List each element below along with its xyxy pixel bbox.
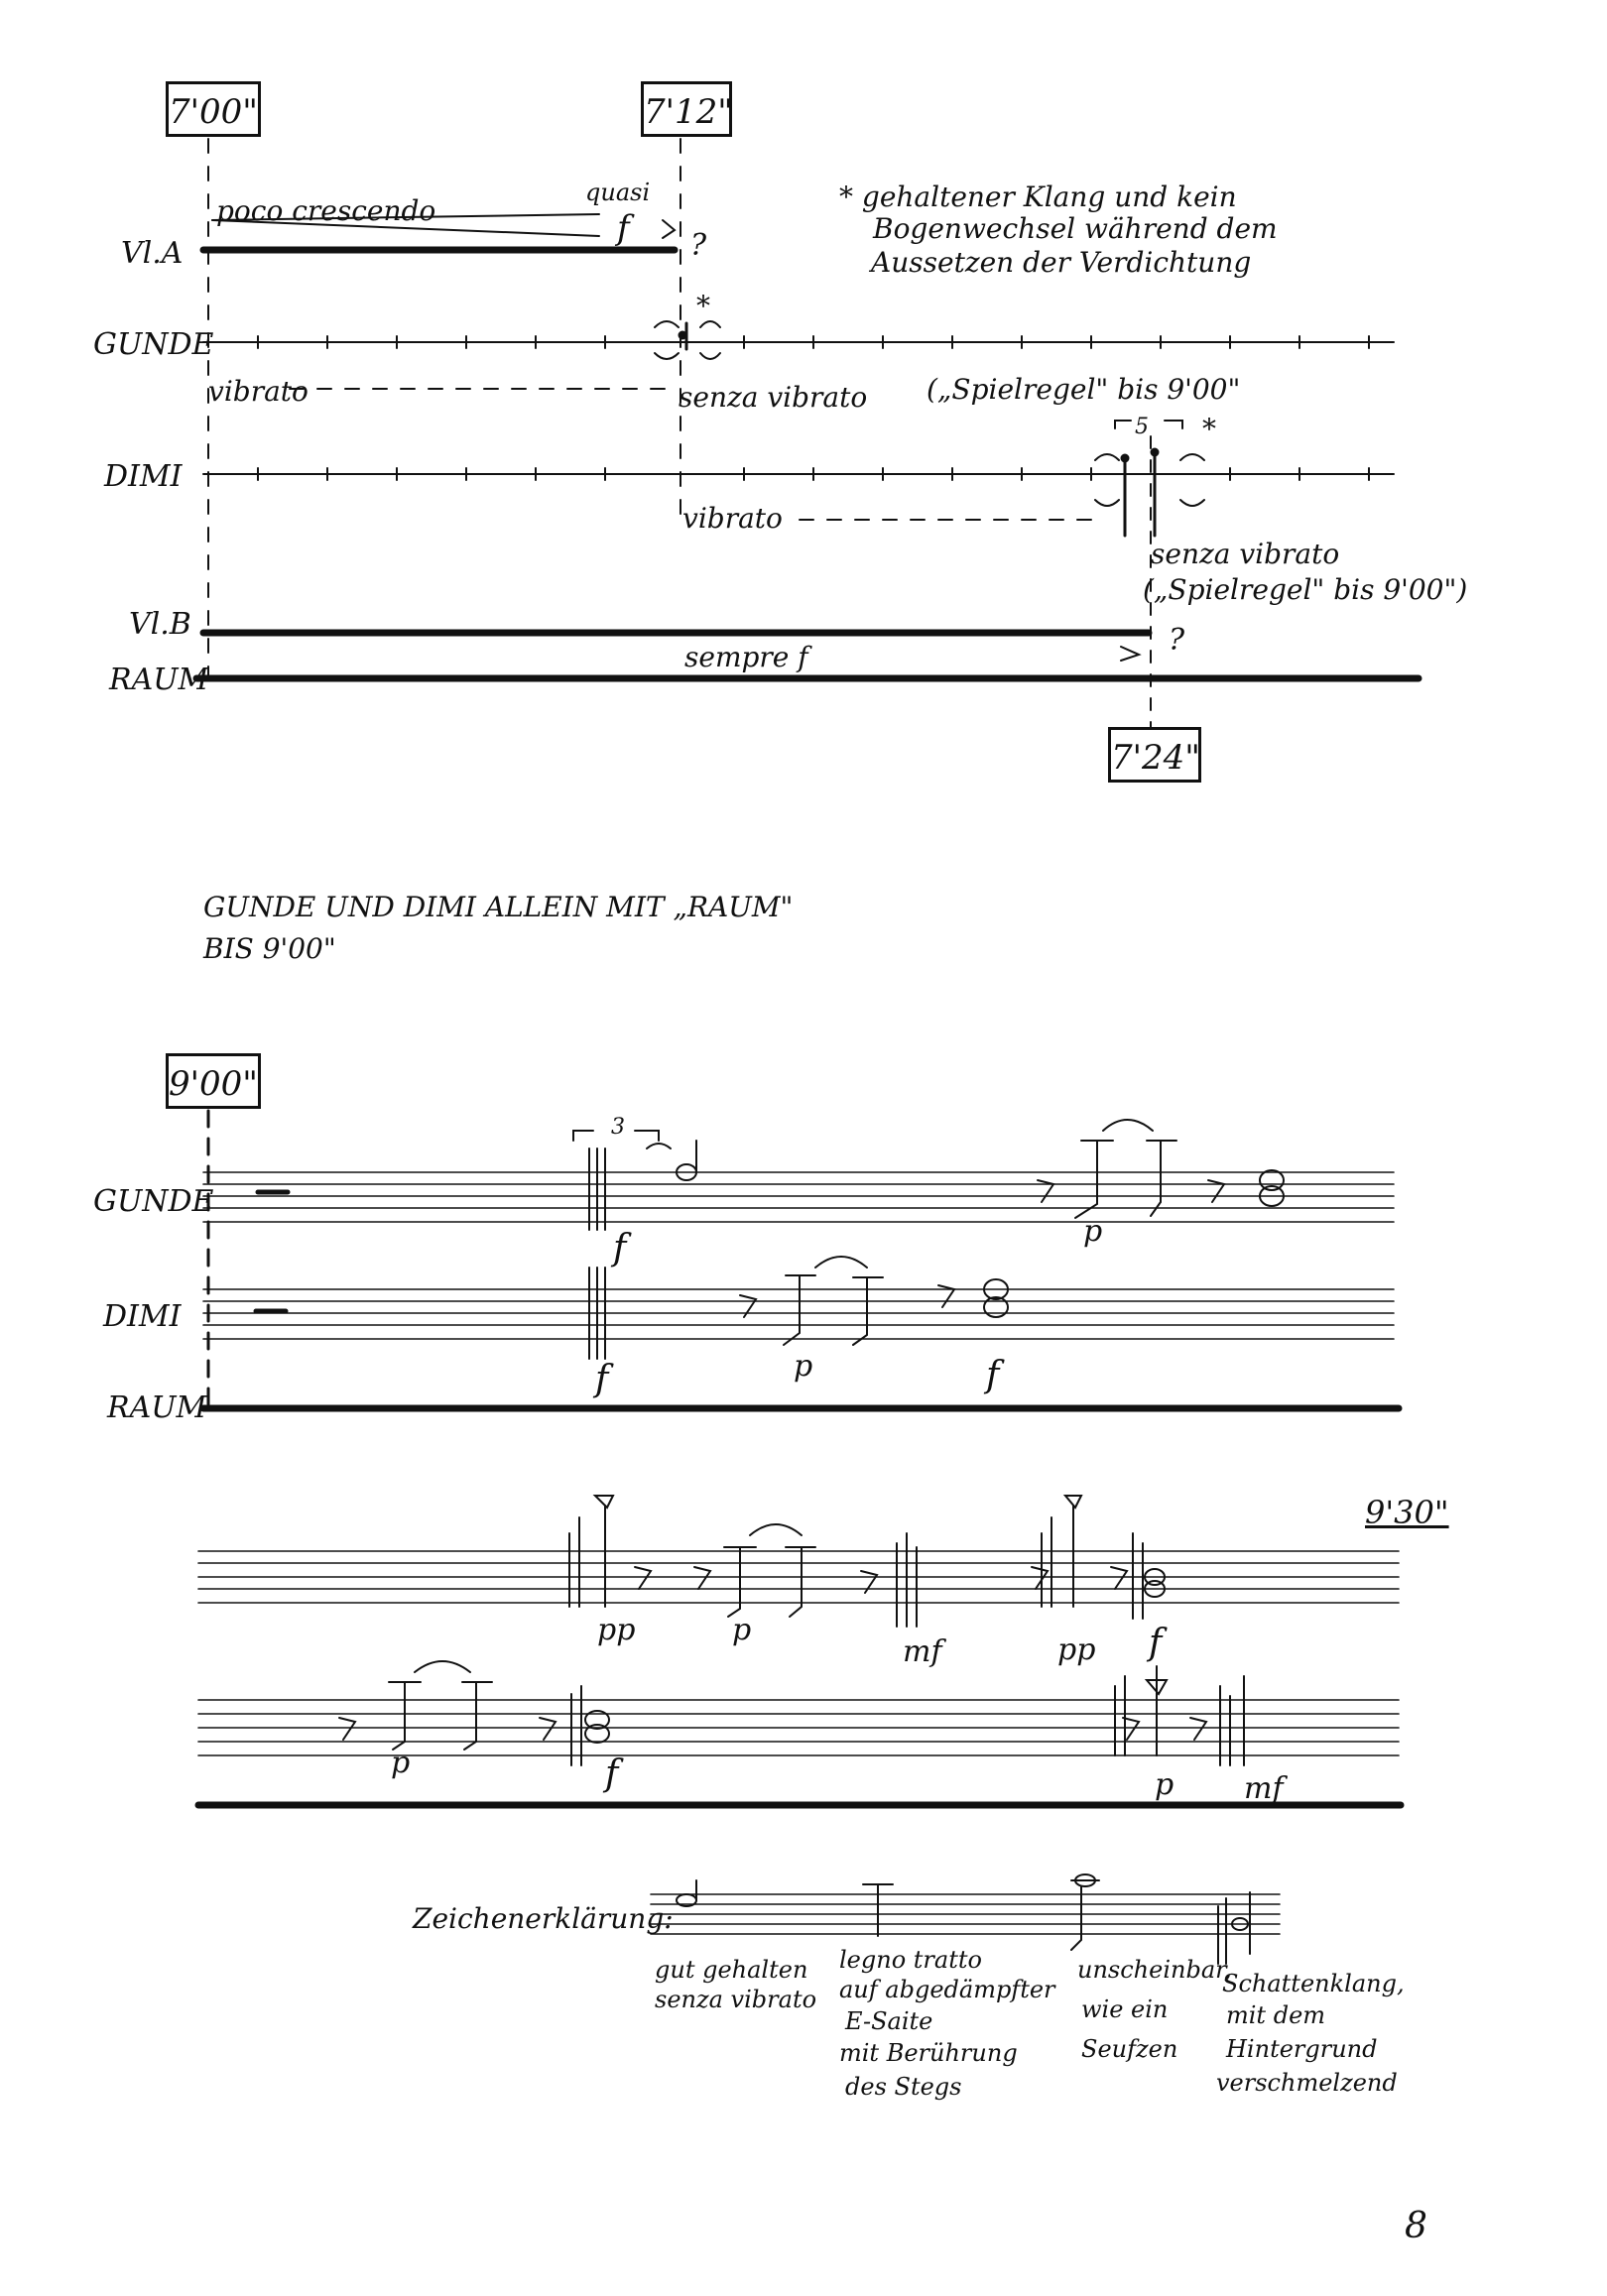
- question-mark-vla: ?: [690, 228, 707, 263]
- staff-label-gunde-2: GUNDE: [93, 1184, 214, 1219]
- dyn-9: pp: [1057, 1632, 1096, 1667]
- legend-item4-line1: Schattenklang,: [1222, 1970, 1405, 1997]
- dyn-13: p: [1155, 1767, 1174, 1802]
- dyn-8: mf: [903, 1634, 942, 1669]
- legend-item2-line1: legno tratto: [839, 1946, 982, 1974]
- interlude-line-1: GUNDE UND DIMI ALLEIN MIT „RAUM": [203, 891, 794, 923]
- time-box-9-00: 9'00": [166, 1053, 261, 1109]
- star-mark-gunde: *: [696, 290, 710, 322]
- dyn-5: f: [986, 1355, 1000, 1395]
- time-label-9-30: 9'30": [1365, 1494, 1449, 1531]
- star-mark-dimi: *: [1202, 413, 1216, 445]
- senza-vibrato-gunde: senza vibrato: [679, 381, 868, 414]
- legend-item4-line4: verschmelzend: [1216, 2069, 1398, 2097]
- legend-item2-line3: E-Saite: [845, 2007, 933, 2035]
- time-box-7-12: 7'12": [641, 81, 732, 137]
- time-box-7-24: 7'24": [1108, 727, 1201, 783]
- legend-item2-line4: mit Berührung: [839, 2039, 1018, 2067]
- dyn-12: f: [605, 1753, 619, 1794]
- legend-item2-line2: auf abgedämpfter: [839, 1976, 1055, 2003]
- staff-3: [198, 1551, 1399, 1603]
- quasi-text: quasi: [585, 179, 651, 206]
- sempre-f-text: sempre f: [684, 641, 808, 673]
- staff-label-raum: RAUM: [109, 663, 209, 697]
- vibrato-gunde: vibrato: [208, 375, 309, 408]
- legend-title: Zeichenerklärung:: [413, 1902, 674, 1935]
- dyn-14: mf: [1244, 1771, 1284, 1806]
- vibrato-dimi: vibrato: [682, 502, 783, 535]
- footnote-line-2: Bogenwechsel während dem: [873, 212, 1278, 245]
- legend-item2-line5: des Stegs: [845, 2073, 962, 2101]
- question-mark-vlb: ?: [1169, 623, 1185, 658]
- legend-item1-line2: senza vibrato: [655, 1986, 817, 2013]
- dynamic-f-vla: f: [617, 208, 630, 248]
- dyn-4: p: [794, 1349, 813, 1384]
- staff-label-gunde: GUNDE: [93, 327, 214, 362]
- dyn-11: p: [391, 1746, 411, 1780]
- legend-item3-line3: Seufzen: [1081, 2035, 1178, 2063]
- senza-vibrato-dimi: senza vibrato: [1151, 538, 1340, 570]
- staff-label-dimi: DIMI: [104, 459, 183, 494]
- legend-item4-line2: mit dem: [1226, 2001, 1326, 2029]
- staff-label-vla: Vl.A: [121, 236, 184, 271]
- legend-item3-line2: wie ein: [1081, 1995, 1169, 2023]
- page-number: 8: [1405, 2206, 1427, 2246]
- staff-label-vlb: Vl.B: [129, 607, 191, 642]
- tuplet-3: 3: [611, 1115, 625, 1140]
- dyn-1: f: [613, 1228, 627, 1269]
- tuplet-5: 5: [1135, 415, 1149, 439]
- legend-item4-line3: Hintergrund: [1226, 2035, 1378, 2063]
- staff-4: [198, 1700, 1399, 1755]
- dyn-2: p: [1083, 1214, 1103, 1249]
- staff-label-raum-2: RAUM: [107, 1390, 207, 1425]
- footnote-line-1: * gehaltener Klang und kein: [839, 181, 1237, 213]
- legend-staff: [651, 1894, 1280, 1934]
- poco-crescendo-text: poco crescendo: [216, 194, 436, 227]
- dyn-7: p: [732, 1613, 752, 1647]
- time-box-7-00: 7'00": [166, 81, 261, 137]
- dyn-6: pp: [597, 1613, 636, 1647]
- legend-item3-line1: unscheinbar,: [1077, 1956, 1232, 1984]
- dyn-3: f: [595, 1359, 609, 1399]
- spielregel-gunde: („Spielregel" bis 9'00": [927, 373, 1241, 406]
- interlude-line-2: BIS 9'00": [203, 932, 336, 965]
- staff-label-dimi-2: DIMI: [103, 1299, 182, 1334]
- spielregel-dimi: („Spielregel" bis 9'00"): [1143, 573, 1468, 606]
- footnote-line-3: Aussetzen der Verdichtung: [871, 246, 1252, 279]
- dyn-10: f: [1149, 1623, 1163, 1663]
- legend-item1-line1: gut gehalten: [655, 1956, 808, 1984]
